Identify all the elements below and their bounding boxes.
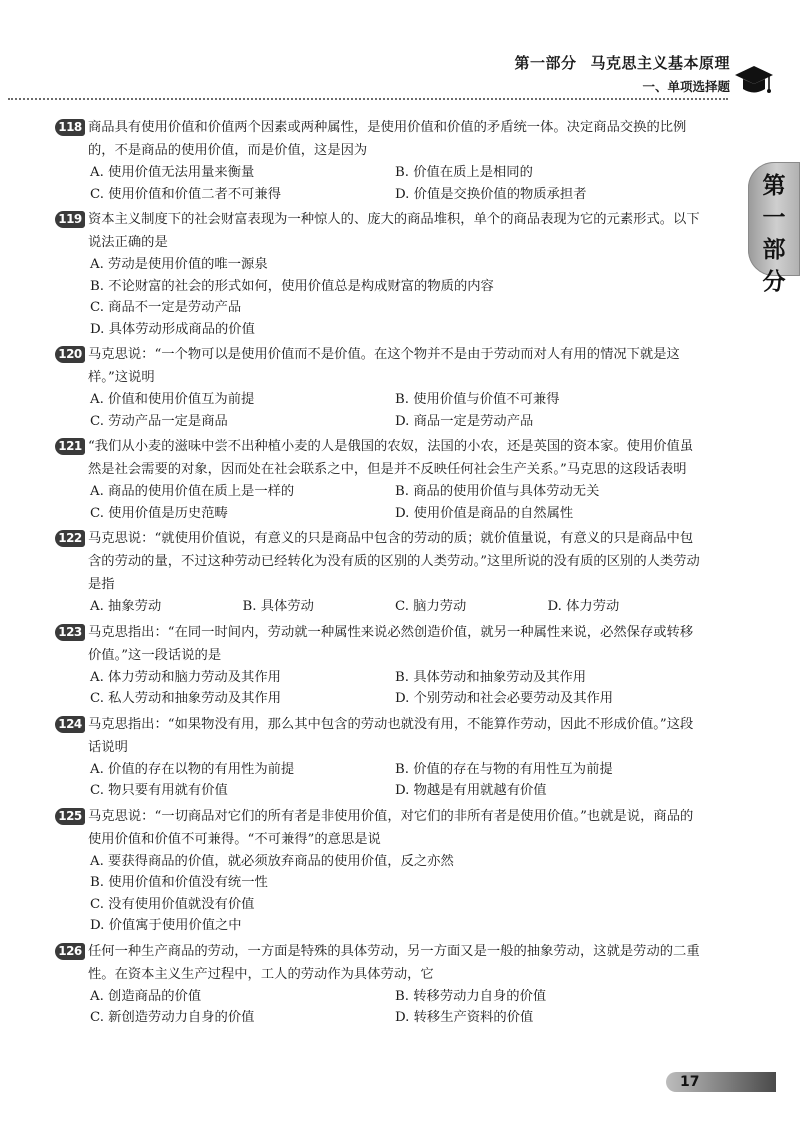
answer-option: C. 使用价值和价值二者不可兼得 [90, 186, 282, 202]
answer-option: A. 价值和使用价值互为前提 [90, 392, 255, 407]
answer-option: A. 抽象劳动 [90, 599, 162, 614]
question-text: “我们从小麦的滋味中尝不出种植小麦的人是俄国的农奴，法国的小农，还是英国的资本家。使用价值虽然是社会需要的对象，因而处在社会联系之中，但是并不反映任何社会生产关系。”马克思的这段话表明 [88, 439, 694, 477]
question-text: 商品具有使用价值和价值两个因素或两种属性，是使用价值和价值的矛盾统一体。决定商品交换的比例的，不是商品的使用价值，而是价值，这是因为 [88, 120, 687, 158]
answer-option: B. 使用价值与价值不可兼得 [395, 392, 560, 407]
question-123 [58, 621, 700, 710]
question-text: 马克思说：“一切商品对它们的所有者是非使用价值，对它们的非所有者是使用价值。”也就是说，商品的使用价值和价值不可兼得。“不可兼得”的意思是说 [88, 808, 694, 847]
question-122 [58, 527, 700, 618]
answer-option: C. 新创造劳动力自身的价值 [90, 1010, 255, 1025]
question-text: 马克思指出：“如果物没有用，那么其中包含的劳动也就没有用，不能算作劳动，因此不形成价值。”这段话说明 [88, 716, 694, 755]
question-125 [58, 805, 700, 937]
answer-option: D. 价值是交换价值的物质承担者 [395, 186, 587, 202]
header-subject: 马克思主义基本原理 [590, 54, 730, 72]
answer-options [90, 667, 700, 710]
side-tab-label [754, 170, 794, 298]
page-number: 17 [680, 1074, 700, 1090]
question-number-badge: 120 [55, 346, 85, 363]
question-stem [58, 805, 700, 851]
question-119 [58, 208, 700, 340]
answer-option: A. 要获得商品的价值，就必须放弃商品的使用价值，反之亦然 [90, 853, 454, 869]
question-number-badge: 123 [55, 624, 85, 641]
question-stem [58, 435, 700, 481]
question-124 [58, 713, 700, 802]
question-stem [58, 621, 700, 667]
answer-options [90, 254, 700, 340]
answer-options [90, 596, 700, 618]
answer-option: B. 具体劳动 [242, 599, 314, 614]
question-number-badge: 121 [55, 438, 85, 455]
answer-option: A. 劳动是使用价值的唯一源泉 [90, 257, 268, 272]
header-title [514, 52, 730, 73]
side-tab-char: 一 [762, 205, 786, 231]
answer-option: D. 转移生产资料的价值 [395, 1010, 534, 1025]
answer-option: D. 价值寓于使用价值之中 [90, 918, 242, 933]
answer-option: D. 使用价值是商品的自然属性 [395, 505, 574, 521]
question-stem [58, 527, 700, 596]
question-number-badge: 122 [55, 530, 85, 547]
answer-option: C. 商品不一定是劳动产品 [90, 300, 242, 315]
header-divider [8, 98, 728, 100]
answer-options [90, 162, 700, 205]
answer-option: B. 价值在质上是相同的 [395, 165, 533, 180]
answer-option: C. 物只要有用就有价值 [90, 783, 228, 798]
answer-option: B. 使用价值和价值没有统一性 [90, 875, 268, 890]
question-text: 马克思说：“一个物可以是使用价值而不是价值。在这个物并不是由于劳动而对人有用的情况下就是这样。”这说明 [88, 347, 680, 385]
answer-option: B. 转移劳动力自身的价值 [395, 988, 547, 1004]
answer-option: A. 价值的存在以物的有用性为前提 [90, 761, 295, 777]
question-118 [58, 116, 700, 205]
side-tab-char: 分 [762, 269, 786, 295]
question-list [58, 116, 700, 1032]
answer-options [90, 986, 700, 1029]
question-120 [58, 343, 700, 432]
question-121 [58, 435, 700, 524]
header-part: 第一部分 [514, 54, 577, 72]
question-number-badge: 118 [55, 119, 85, 136]
question-text: 马克思指出：“在同一时间内，劳动就一种属性来说必然创造价值，就另一种属性来说，必然保存或转移价值。”这一段话说的是 [88, 624, 694, 663]
answer-option: C. 没有使用价值就没有价值 [90, 896, 255, 912]
answer-option: C. 使用价值是历史范畴 [90, 505, 228, 521]
question-stem [58, 116, 700, 162]
running-header [514, 52, 730, 95]
question-text: 任何一种生产商品的劳动，一方面是特殊的具体劳动，另一方面又是一般的抽象劳动，这就是劳动的二重性。在资本主义生产过程中，工人的劳动作为具体劳动，它 [88, 943, 700, 982]
page-number-bar [666, 1072, 776, 1092]
answer-option: C. 劳动产品一定是商品 [90, 413, 228, 429]
answer-option: A. 体力劳动和脑力劳动及其作用 [90, 669, 281, 685]
answer-option: A. 创造商品的价值 [90, 988, 202, 1004]
answer-options [90, 481, 700, 524]
answer-option: C. 脑力劳动 [395, 599, 467, 614]
answer-option: B. 商品的使用价值与具体劳动无关 [395, 484, 600, 499]
side-tab-char: 第 [762, 173, 786, 199]
answer-options [90, 851, 700, 937]
question-stem [58, 343, 700, 389]
answer-option: D. 物越是有用就越有价值 [395, 783, 547, 798]
question-stem [58, 713, 700, 759]
question-stem [58, 940, 700, 986]
answer-option: B. 价值的存在与物的有用性互为前提 [395, 761, 613, 777]
question-text: 资本主义制度下的社会财富表现为一种惊人的、庞大的商品堆积，单个的商品表现为它的元素形式。以下说法正确的是 [88, 212, 700, 250]
section-side-tab [748, 162, 800, 295]
answer-options [90, 389, 700, 432]
question-number-badge: 124 [55, 716, 85, 733]
header-section: 一、单项选择题 [642, 79, 730, 94]
answer-options [90, 759, 700, 802]
answer-option: D. 具体劳动形成商品的价值 [90, 321, 255, 337]
question-stem [58, 208, 700, 254]
answer-option: D. 商品一定是劳动产品 [395, 413, 534, 429]
answer-option: B. 不论财富的社会的形式如何，使用价值总是构成财富的物质的内容 [90, 278, 494, 294]
graduation-cap-icon [734, 62, 774, 100]
answer-option: D. 体力劳动 [547, 599, 620, 614]
question-number-badge: 126 [55, 943, 85, 960]
answer-option: D. 个别劳动和社会必要劳动及其作用 [395, 691, 614, 706]
answer-option: C. 私人劳动和抽象劳动及其作用 [90, 691, 282, 706]
answer-option: A. 使用价值无法用量来衡量 [90, 165, 255, 180]
answer-option: B. 具体劳动和抽象劳动及其作用 [395, 669, 587, 685]
question-number-badge: 119 [55, 211, 85, 228]
question-text: 马克思说：“就使用价值说，有意义的只是商品中包含的劳动的质；就价值量说，有意义的只是商品中包含的劳动的量，不过这种劳动已经转化为没有质的区别的人类劳动。”这里所说的没有质的区别的人类劳动是指 [88, 531, 700, 592]
question-number-badge: 125 [55, 808, 85, 825]
question-126 [58, 940, 700, 1029]
answer-option: A. 商品的使用价值在质上是一样的 [90, 484, 295, 499]
side-tab-char: 部 [762, 237, 786, 263]
